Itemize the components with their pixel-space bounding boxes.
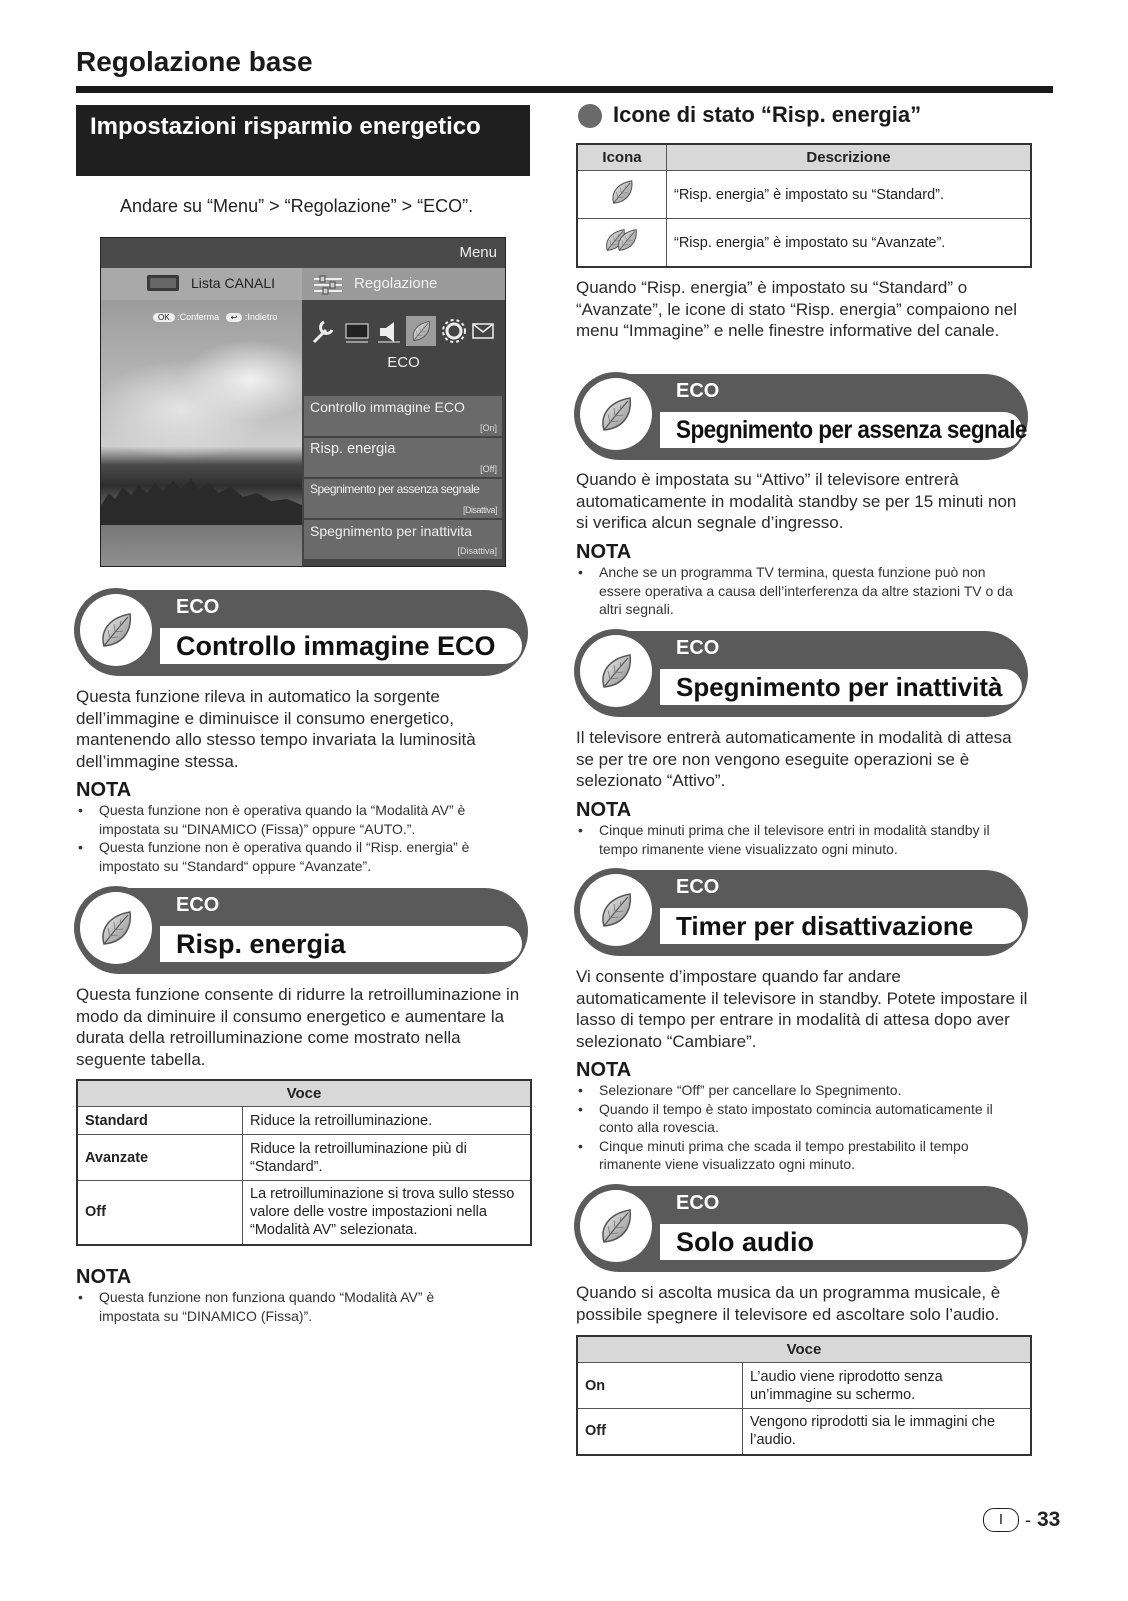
status-icons-text: Quando “Risp. energia” è impostato su “Standard” o “Avanzate”, le icone di stato “Risp. energia” compaiono nel menu “Immagine” e nelle finestre informative del canale. bbox=[576, 278, 1017, 341]
nota-item: • Cinque minuti prima che il televisore entri in modalità standby il tempo rimanente viene visualizzato ogni minuto. bbox=[576, 821, 1026, 858]
eco-label: ECO bbox=[676, 380, 720, 402]
row-key: Off bbox=[577, 1409, 743, 1455]
nota-list bbox=[76, 1288, 496, 1325]
landscape-photo bbox=[101, 300, 302, 566]
eco-control-text: Questa funzione rileva in automatico la sorgente dell’immagine e diminuisce il consumo energetico, mantenendo allo stesso tempo invariata la luminosità dell’immagine stessa. bbox=[76, 687, 476, 771]
eco-banner-power-saving bbox=[76, 888, 528, 974]
option-label: Controllo immagine ECO bbox=[310, 399, 465, 415]
row-key: Standard bbox=[77, 1107, 243, 1135]
no-operation-text: Il televisore entrerà automaticamente in modalità di attesa se per tre ore non vengono eseguite operazioni se è selezionato “Attivo”. bbox=[576, 728, 1012, 791]
nota-item: • Questa funzione non è operativa quando la “Modalità AV” è impostata su “DINAMICO (Fissa)” oppure “AUTO.”. bbox=[76, 801, 516, 838]
status-icons-title: Icone di stato “Risp. energia” bbox=[613, 102, 922, 127]
option-label: Spegnimento per inattivita bbox=[310, 523, 472, 539]
table-row bbox=[77, 1181, 531, 1245]
nota-item: • Questa funzione non è operativa quando il “Risp. energia” è impostato su “Standard“ oppure “Avanzate”. bbox=[76, 838, 516, 875]
eco-leaf-icon bbox=[594, 649, 638, 693]
nota-item: • Anche se un programma TV termina, questa funzione può non essere operativa a causa dell’interferenza da altre stazioni TV o da altri segnali. bbox=[576, 563, 1026, 619]
eco-banner-no-signal-off bbox=[576, 374, 1028, 460]
power-saving-table bbox=[76, 1079, 532, 1246]
tv-menu-header: Menu bbox=[101, 238, 505, 268]
feature-title: Controllo immagine ECO bbox=[176, 631, 496, 661]
feature-title: Solo audio bbox=[676, 1227, 814, 1257]
nota-item: • Cinque minuti prima che scada il tempo prestabilito il tempo rimanente viene visualizzato ogni minuto. bbox=[576, 1137, 1028, 1174]
eco-leaf-icon bbox=[594, 1204, 638, 1248]
table-row bbox=[577, 1363, 1031, 1409]
row-desc: Riduce la retroilluminazione più di “Standard”. bbox=[243, 1135, 532, 1181]
eco-leaf-icon bbox=[94, 608, 138, 652]
section-title: Impostazioni risparmio energetico bbox=[76, 105, 530, 176]
option-value: [On] bbox=[479, 423, 497, 433]
table-header: Voce bbox=[577, 1336, 1031, 1363]
audio-only-text: Quando si ascolta musica da un programma musicale, è possibile spegnere il televisore ed ascoltare solo l’audio. bbox=[576, 1283, 1001, 1324]
back-key-icon: ↩ bbox=[226, 313, 243, 322]
tv-icon bbox=[146, 274, 180, 294]
feature-title: Spegnimento per assenza segnale bbox=[676, 416, 1027, 444]
gear-icon bbox=[443, 320, 465, 342]
tree-line bbox=[101, 475, 302, 525]
no-signal-text: Quando è impostata su “Attivo” il televisore entrerà automaticamente in modalità standby se per 15 minuti non si verifica alcun segnale d’ingresso. bbox=[576, 470, 1017, 533]
eco-leaf-icon bbox=[94, 906, 138, 950]
row-desc: “Risp. energia” è impostato su “Avanzate”. bbox=[667, 219, 1032, 268]
nota-heading: NOTA bbox=[76, 1266, 132, 1288]
page-number-area bbox=[983, 1508, 1060, 1532]
row-desc: L’audio viene riprodotto senza un’immagine su schermo. bbox=[743, 1363, 1032, 1409]
col-icon-header: Icona bbox=[577, 144, 667, 171]
nota-list bbox=[576, 563, 1026, 619]
nota-heading: NOTA bbox=[576, 541, 632, 563]
table-row bbox=[577, 219, 1031, 268]
tab-setup[interactable] bbox=[302, 268, 505, 300]
page-number-dash: - bbox=[1025, 1509, 1031, 1530]
eco-banner-picture-control bbox=[76, 590, 528, 676]
eco-leaf-icon bbox=[594, 888, 638, 932]
feature-title: Timer per disattivazione bbox=[676, 911, 974, 941]
single-leaf-icon bbox=[577, 171, 667, 219]
ok-hint: :Conferma bbox=[177, 312, 220, 322]
page-number: 33 bbox=[1037, 1508, 1061, 1531]
menu-option-eco-picture[interactable] bbox=[304, 396, 502, 436]
row-key: Avanzate bbox=[77, 1135, 243, 1181]
eco-banner-sleep-timer bbox=[576, 870, 1028, 956]
feature-title: Spegnimento per inattività bbox=[676, 672, 1003, 702]
tv-menu-screenshot bbox=[100, 237, 506, 567]
nav-path: Andare su “Menu” > “Regolazione” > “ECO”. bbox=[120, 196, 474, 216]
row-desc: La retroilluminazione si trova sullo stesso valore delle vostre impostazioni nella “Modalità AV” selezionata. bbox=[243, 1181, 532, 1245]
title-rule bbox=[76, 86, 1053, 93]
row-desc: Riduce la retroilluminazione. bbox=[243, 1107, 532, 1135]
table-row bbox=[577, 1409, 1031, 1455]
wrench-icon bbox=[314, 322, 332, 342]
tab-channel-list-label: Lista CANALI bbox=[191, 275, 276, 291]
feature-title: Risp. energia bbox=[176, 929, 346, 959]
sliders-icon bbox=[312, 274, 344, 296]
nota-item: • Quando il tempo è stato impostato comincia automaticamente il conto alla rovescia. bbox=[576, 1100, 1028, 1137]
nota-list bbox=[576, 1081, 1028, 1174]
nota-item: • Selezionare “Off” per cancellare lo Spegnimento. bbox=[576, 1081, 1028, 1100]
row-key: Off bbox=[77, 1181, 243, 1245]
speaker-icon bbox=[378, 322, 400, 342]
eco-label: ECO bbox=[176, 596, 220, 618]
ok-key: OK bbox=[153, 313, 175, 322]
option-label: Risp. energia bbox=[310, 441, 396, 457]
power-saving-text: Questa funzione consente di ridurre la retroilluminazione in modo da diminuire il consumo energetico e aumentare la durata della retroilluminazione come mostrato nella seguente tabella. bbox=[76, 985, 520, 1069]
table-row bbox=[77, 1107, 531, 1135]
eco-label: ECO bbox=[676, 637, 720, 659]
sleep-timer-text: Vi consente d’impostare quando far andare automaticamente il televisore in standby. Potete impostare il lasso di tempo per entrare in modalità di attesa dopo aver selezionato “Cambiare”. bbox=[576, 967, 1028, 1051]
tab-setup-label: Regolazione bbox=[354, 275, 438, 292]
tab-channel-list[interactable] bbox=[101, 268, 302, 300]
page-title: Regolazione base bbox=[76, 46, 313, 77]
eco-banner-audio-only bbox=[576, 1186, 1028, 1272]
menu-icon-row bbox=[308, 314, 498, 348]
nota-list bbox=[576, 821, 1026, 858]
option-value: [Disattiva] bbox=[462, 505, 497, 515]
row-key: On bbox=[577, 1363, 743, 1409]
table-row bbox=[577, 171, 1031, 219]
nota-heading: NOTA bbox=[576, 799, 632, 821]
menu-option-power-saving[interactable] bbox=[304, 438, 502, 477]
nota-heading: NOTA bbox=[576, 1059, 632, 1081]
double-leaf-icon bbox=[577, 219, 667, 268]
eco-leaf-icon bbox=[594, 392, 638, 436]
eco-banner-no-operation-off bbox=[576, 631, 1028, 717]
back-hint: :Indietro bbox=[244, 312, 278, 322]
current-menu-item: ECO bbox=[387, 354, 420, 371]
menu-option-no-operation-off[interactable] bbox=[304, 520, 502, 559]
nota-item: • Questa funzione non funziona quando “Modalità AV” è impostata su “DINAMICO (Fissa)”. bbox=[76, 1288, 496, 1325]
eco-label: ECO bbox=[176, 894, 220, 916]
mail-icon bbox=[473, 324, 493, 338]
option-value: [Disattiva] bbox=[457, 546, 497, 556]
table-header: Voce bbox=[77, 1080, 531, 1107]
option-label: Spegnimento per assenza segnale bbox=[310, 482, 480, 496]
col-desc-header: Descrizione bbox=[667, 144, 1032, 171]
eco-label: ECO bbox=[676, 876, 720, 898]
language-badge: I bbox=[983, 1508, 1019, 1532]
table-row bbox=[77, 1135, 531, 1181]
status-icons-table bbox=[576, 143, 1032, 268]
bullet-circle-icon bbox=[577, 103, 603, 129]
nota-heading: NOTA bbox=[76, 779, 132, 801]
eco-label: ECO bbox=[676, 1192, 720, 1214]
row-desc: Vengono riprodotti sia le immagini che l’audio. bbox=[743, 1409, 1032, 1455]
option-value: [Off] bbox=[480, 464, 497, 474]
nota-list bbox=[76, 801, 516, 875]
screen-icon bbox=[346, 324, 368, 342]
audio-only-table bbox=[576, 1335, 1032, 1456]
menu-option-no-signal-off[interactable] bbox=[304, 479, 502, 518]
row-desc: “Risp. energia” è impostato su “Standard”. bbox=[667, 171, 1032, 219]
